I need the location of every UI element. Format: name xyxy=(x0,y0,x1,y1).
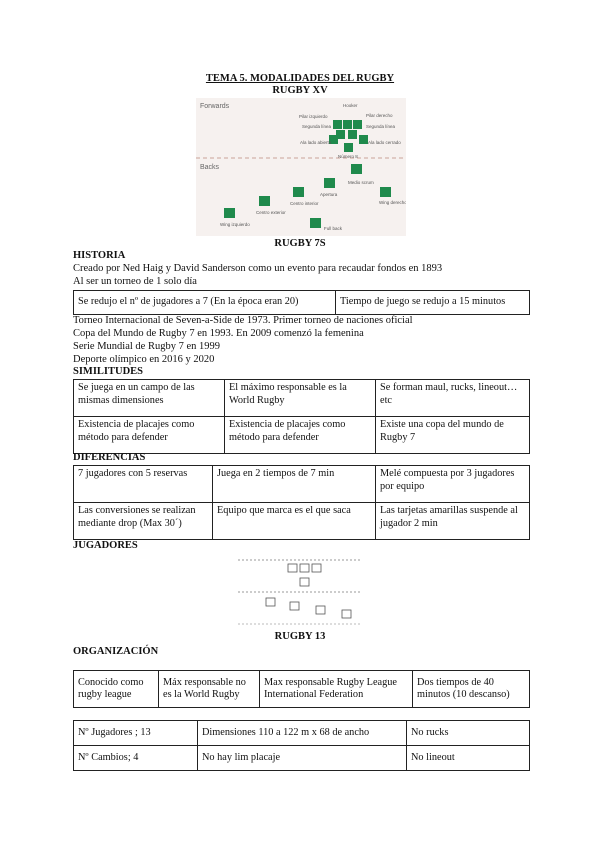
table-cell: Dimensiones 110 a 122 m x 68 de ancho xyxy=(198,721,407,746)
jersey-icon xyxy=(342,610,351,618)
jersey-icon xyxy=(300,564,309,572)
jersey-icon xyxy=(300,578,309,586)
table-cell: Existe una copa del mundo de Rugby 7 xyxy=(376,417,530,454)
jersey-icon xyxy=(359,135,368,144)
jersey-icon xyxy=(288,564,297,572)
similitudes-heading: SIMILITUDES xyxy=(73,366,144,377)
jersey-icon xyxy=(353,120,362,129)
table-cell: No rucks xyxy=(407,721,530,746)
table-cell: Se forman maul, rucks, lineout…etc xyxy=(376,380,530,417)
historia-line: Al ser un torneo de 1 solo día xyxy=(73,276,197,287)
jersey-icon xyxy=(324,178,335,188)
rugby-13-heading: RUGBY 13 xyxy=(274,631,326,642)
table-cell: Máx responsable no es la World Rugby xyxy=(159,671,260,708)
jersey-icon xyxy=(293,187,304,197)
table-cell: No hay lim placaje xyxy=(198,746,407,771)
box-cell: Se redujo el nº de jugadores a 7 (En la época eran 20) xyxy=(74,291,336,315)
pos-hooker: Hooker xyxy=(343,103,358,108)
pos-apertura: Apertura xyxy=(320,192,338,197)
jersey-icon xyxy=(351,164,362,174)
jersey-icon xyxy=(266,598,275,606)
pos-full-back: Full back xyxy=(324,226,343,231)
table-cell: Conocido como rugby league xyxy=(74,671,159,708)
jersey-icon xyxy=(224,208,235,218)
pos-ala-abierto: Ala lado abierto xyxy=(300,140,332,145)
jersey-icon xyxy=(312,564,321,572)
organizacion-table xyxy=(73,670,530,708)
pos-pilar-der: Pilar derecho xyxy=(366,113,393,118)
jersey-icon xyxy=(333,120,342,129)
table-cell: El máximo responsable es la World Rugby xyxy=(225,380,376,417)
jersey-icon xyxy=(316,606,325,614)
page-title: TEMA 5. MODALIDADES DEL RUGBY xyxy=(205,73,395,84)
forwards-label: Forwards xyxy=(200,103,230,110)
pos-numero-8: Número 8 xyxy=(338,154,358,159)
diferencias-heading: DIFERENCIAS xyxy=(73,452,146,463)
pos-medio-scrum: Medio scrum xyxy=(348,180,374,185)
rugby-7s-heading: RUGBY 7S xyxy=(274,238,326,249)
pos-pilar-izq: Pilar izquierdo xyxy=(299,114,328,119)
jersey-icon xyxy=(343,120,352,129)
organizacion-heading: ORGANIZACIÓN xyxy=(73,646,159,657)
jersey-icon xyxy=(380,187,391,197)
table-cell: Existencia de placajes como método para defender xyxy=(225,417,376,454)
backs-label: Backs xyxy=(200,164,220,171)
table-cell: Dos tiempos de 40 minutos (10 descanso) xyxy=(413,671,530,708)
table-cell: Nº Jugadores ; 13 xyxy=(74,721,198,746)
history-line: Serie Mundial de Rugby 7 en 1999 xyxy=(73,341,220,352)
table-cell: Juega en 2 tiempos de 7 min xyxy=(213,466,376,503)
reduction-box xyxy=(73,290,530,315)
pos-segunda-1: Segunda línea xyxy=(302,124,332,129)
table-cell: Equipo que marca es el que saca xyxy=(213,503,376,540)
similitudes-table xyxy=(73,379,530,454)
history-line: Copa del Mundo de Rugby 7 en 1993. En 2009 comenzó la femenina xyxy=(73,328,364,339)
table-cell: Melé compuesta por 3 jugadores por equipo xyxy=(376,466,530,503)
table-cell: Se juega en un campo de las mismas dimensiones xyxy=(74,380,225,417)
jersey-icon xyxy=(290,602,299,610)
pos-wing-izq: Wing izquierdo xyxy=(220,222,250,227)
table-cell: Existencia de placajes como método para defender xyxy=(74,417,225,454)
formation-diagram xyxy=(196,98,406,236)
rugby-xv-heading: RUGBY XV xyxy=(272,85,328,96)
history-line: Torneo Internacional de Seven-a-Side de 1973. Primer torneo de naciones oficial xyxy=(73,315,413,326)
rugby-13-stats-table xyxy=(73,720,530,771)
pos-ala-cerrado: Ala lado cerrado xyxy=(368,140,401,145)
pos-segunda-2: Segunda línea xyxy=(366,124,396,129)
players-diagram xyxy=(238,554,360,628)
table-cell: Las conversiones se realizan mediante drop (Max 30´) xyxy=(74,503,213,540)
jersey-icon xyxy=(344,143,353,152)
table-cell: Max responsable Rugby League International Federation xyxy=(260,671,413,708)
table-cell: Nº Cambios; 4 xyxy=(74,746,198,771)
table-cell: No lineout xyxy=(407,746,530,771)
diferencias-table xyxy=(73,465,530,540)
table-cell: Las tarjetas amarillas suspende al jugador 2 min xyxy=(376,503,530,540)
pos-centro-int: Centro interior xyxy=(290,201,319,206)
historia-line: Creado por Ned Haig y David Sanderson como un evento para recaudar fondos en 1893 xyxy=(73,263,443,274)
jersey-icon xyxy=(310,218,321,228)
jugadores-heading: JUGADORES xyxy=(73,540,138,551)
jersey-icon xyxy=(259,196,270,206)
rugby-xv-formation-figure xyxy=(196,98,406,236)
box-cell: Tiempo de juego se redujo a 15 minutos xyxy=(336,291,530,315)
rugby-7s-players-figure xyxy=(238,554,360,628)
pos-wing-der: Wing derecho xyxy=(379,200,406,205)
jersey-icon xyxy=(348,130,357,139)
historia-heading: HISTORIA xyxy=(73,250,126,261)
history-line: Deporte olímpico en 2016 y 2020 xyxy=(73,354,215,365)
pos-centro-ext: Centro exterior xyxy=(256,210,286,215)
table-cell: 7 jugadores con 5 reservas xyxy=(74,466,213,503)
